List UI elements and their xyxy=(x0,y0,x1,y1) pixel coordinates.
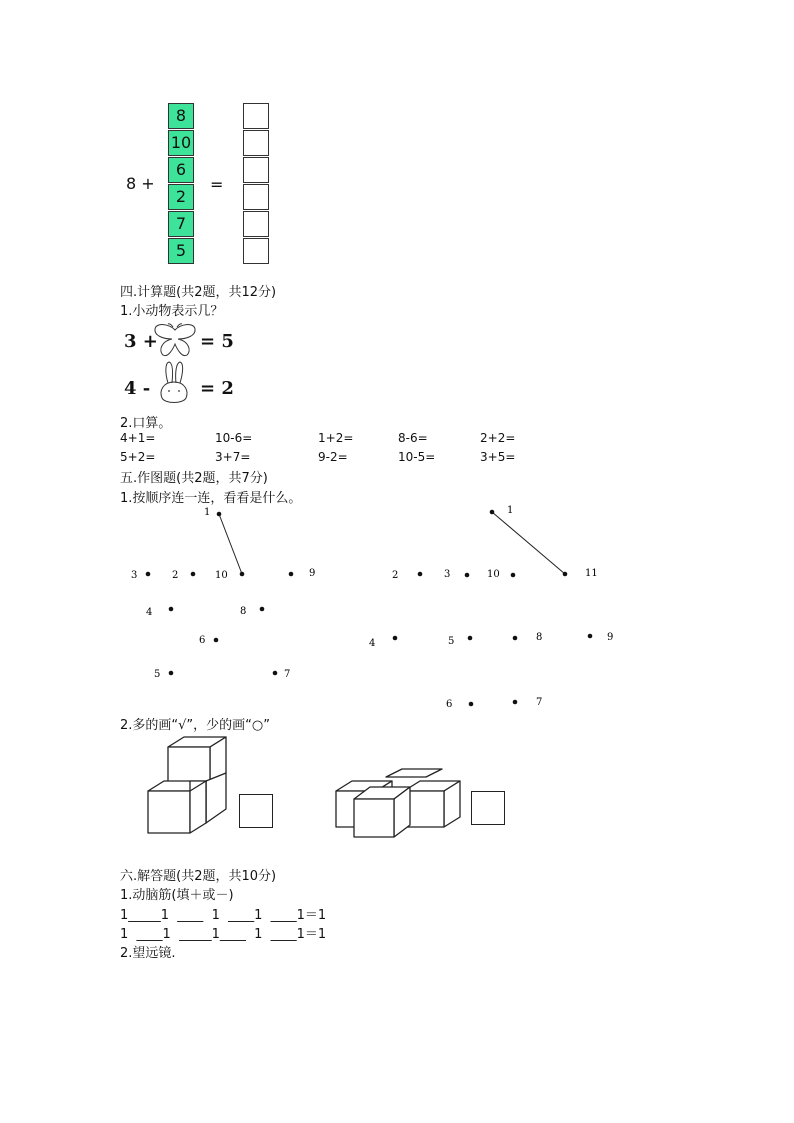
addend-label: 8 + xyxy=(126,174,155,193)
dot-label: 3 xyxy=(131,570,138,581)
oral-item: 3+7= xyxy=(215,450,251,464)
dot-label: 9 xyxy=(607,632,614,643)
rabbit-equation-left: 4 - xyxy=(124,378,151,399)
dot-label: 1 xyxy=(507,505,514,516)
dot xyxy=(511,573,516,578)
dot-label: 4 xyxy=(146,607,153,618)
dot xyxy=(273,671,278,676)
dot xyxy=(469,702,474,707)
input-cell: 10 xyxy=(168,130,194,156)
input-cell: 2 xyxy=(168,184,194,210)
input-cell: 5 xyxy=(168,238,194,264)
dot-label: 6 xyxy=(446,699,453,710)
dot xyxy=(465,573,470,578)
fill-sign-line-1[interactable]: 1_____1 ____ 1 ____1 ____1＝1 xyxy=(120,908,327,923)
dot xyxy=(169,607,174,612)
oral-item: 8-6= xyxy=(398,431,428,445)
question-5-2: 2.多的画“√”，少的画“○” xyxy=(120,718,270,733)
dot-label: 4 xyxy=(369,638,376,649)
oral-item: 10-5= xyxy=(398,450,436,464)
dot xyxy=(289,572,294,577)
cube-stack-left xyxy=(140,735,240,840)
dot xyxy=(468,636,473,641)
dot xyxy=(240,572,245,577)
input-cell: 6 xyxy=(168,157,194,183)
dot xyxy=(260,607,265,612)
dot-label: 7 xyxy=(536,697,543,708)
oral-item: 3+5= xyxy=(480,450,516,464)
dot-label: 3 xyxy=(444,569,451,580)
dot-label: 8 xyxy=(536,632,543,643)
dot xyxy=(490,510,495,515)
dot xyxy=(214,638,219,643)
fill-sign-line-2[interactable]: 1 ____1 _____1____ 1 ____1＝1 xyxy=(120,927,327,942)
answer-box-right[interactable] xyxy=(471,791,505,825)
dot xyxy=(513,636,518,641)
dot-label: 10 xyxy=(487,569,500,580)
butterfly-equation-right: = 5 xyxy=(200,331,234,352)
dot xyxy=(513,700,518,705)
dot xyxy=(191,572,196,577)
equals-sign: = xyxy=(210,175,224,194)
dot-label: 2 xyxy=(392,570,399,581)
question-4-2: 2.口算。 xyxy=(120,416,172,431)
dot-label: 10 xyxy=(215,570,228,581)
dot-label: 6 xyxy=(199,635,206,646)
question-5-1: 1.按顺序连一连，看看是什么。 xyxy=(120,491,302,506)
dot xyxy=(146,572,151,577)
dot-label: 7 xyxy=(284,669,291,680)
answer-box-left[interactable] xyxy=(239,794,273,828)
dot-label: 11 xyxy=(585,568,598,579)
dot xyxy=(169,671,174,676)
oral-item: 4+1= xyxy=(120,431,156,445)
dot xyxy=(217,512,222,517)
question-4-1: 1.小动物表示几？ xyxy=(120,304,224,319)
question-6-2: 2.望远镜. xyxy=(120,946,176,961)
dot-label: 9 xyxy=(309,568,316,579)
section-4-title: 四.计算题(共2题，共12分) xyxy=(120,285,277,300)
oral-item: 1+2= xyxy=(318,431,354,445)
question-6-1: 1.动脑筋(填＋或－) xyxy=(120,888,234,903)
oral-item: 10-6= xyxy=(215,431,253,445)
rabbit-equation-right: = 2 xyxy=(200,378,234,399)
dot xyxy=(563,572,568,577)
oral-item: 9-2= xyxy=(318,450,348,464)
dot-label: 5 xyxy=(448,636,455,647)
oral-item: 5+2= xyxy=(120,450,156,464)
input-cell: 7 xyxy=(168,211,194,237)
oral-item: 2+2= xyxy=(480,431,516,445)
dot xyxy=(418,572,423,577)
cube-stack-right xyxy=(332,765,468,843)
dot xyxy=(588,634,593,639)
dot-label: 8 xyxy=(240,606,247,617)
section-6-title: 六.解答题(共2题，共10分) xyxy=(120,869,277,884)
dot-label: 5 xyxy=(154,669,161,680)
section-5-title: 五.作图题(共2题，共7分) xyxy=(120,471,268,486)
input-cell: 8 xyxy=(168,103,194,129)
dot-label: 2 xyxy=(172,570,179,581)
butterfly-equation-left: 3 + xyxy=(124,331,158,352)
dot-label: 1 xyxy=(204,507,211,518)
dot xyxy=(393,636,398,641)
